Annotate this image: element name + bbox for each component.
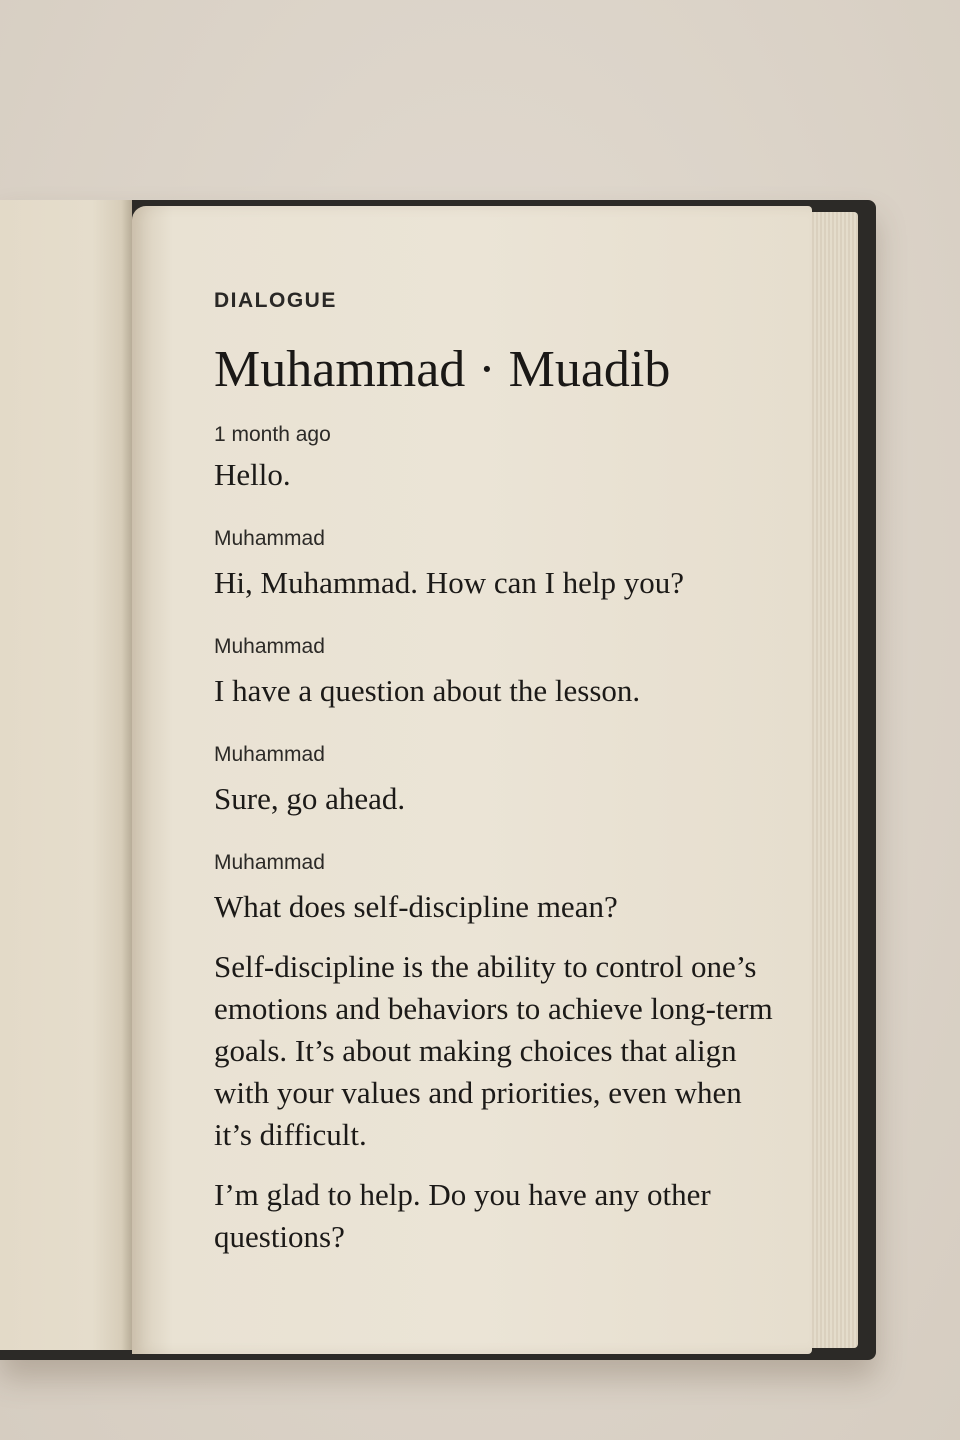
page-edges [806,212,858,1348]
first-message: Hello. [214,457,291,492]
speaker-name: Muhammad [214,527,325,550]
dialogue-entry [214,742,784,820]
answer-paragraph: Self-discipline is the ability to control one’s emotions and behaviors to achieve long-term goals. It’s about making choices that align with your values and priorities, even when it’s difficult. [214,949,773,1152]
speaker-name: Muhammad [214,635,325,658]
page-title: Muhammad · Muadib [214,341,671,398]
speaker-name: Muhammad [214,743,325,766]
right-page [132,206,812,1354]
dialogue-entry [214,634,784,712]
message-text: I have a question about the lesson. [214,673,641,708]
message-text: What does self-discipline mean? [214,889,618,924]
closing-paragraph: I’m glad to help. Do you have any other questions? [214,1177,711,1254]
timestamp: 1 month ago [214,423,331,446]
message-text: Sure, go ahead. [214,781,406,816]
left-page [0,200,132,1350]
page-content [214,288,784,1258]
dialogue-entry [214,526,784,604]
speaker-name: Muhammad [214,851,325,874]
dialogue-entry [214,850,784,928]
section-label: DIALOGUE [214,289,337,312]
message-text: Hi, Muhammad. How can I help you? [214,565,685,600]
